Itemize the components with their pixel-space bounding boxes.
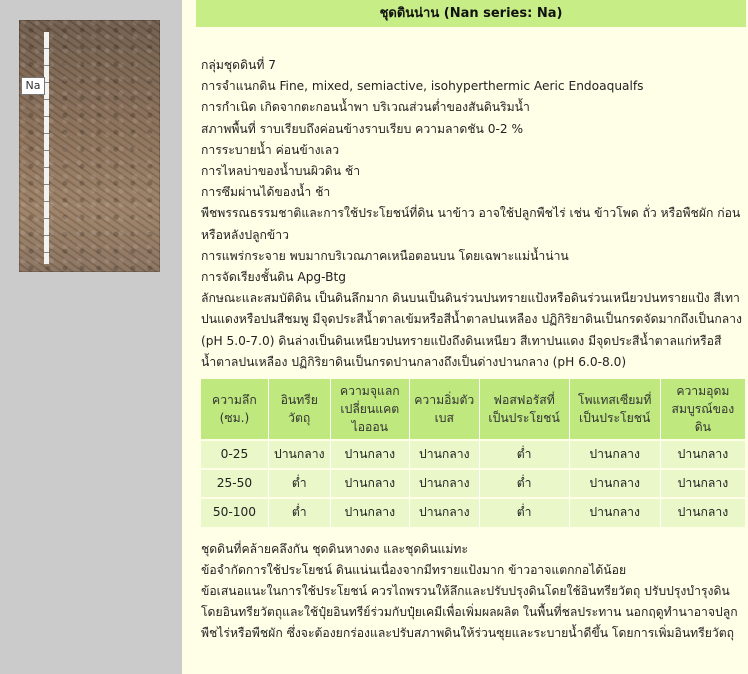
table-cell: ปานกลาง (409, 469, 479, 498)
column-header: ความอิ่มตัวเบส (409, 379, 479, 440)
text-line: ชุดดินที่คล้ายคลึงกัน ชุดดินหางดง และชุดดินแม่ทะ (201, 541, 469, 556)
text-line: การซึมผ่านได้ของน้ำ ช้า (201, 185, 331, 200)
column-header: ความอุดมสมบูรณ์ของดิน (660, 379, 745, 440)
table-cell: ปานกลาง (268, 440, 330, 469)
table-cell: ปานกลาง (330, 498, 409, 526)
table-cell: 25-50 (201, 469, 268, 498)
table-header-row (201, 379, 745, 440)
description (196, 27, 746, 645)
soil-profile-photo (19, 20, 160, 272)
measuring-stick (44, 32, 49, 264)
table-cell: ปานกลาง (660, 469, 745, 498)
table-cell: ต่ำ (479, 469, 569, 498)
text-line: ข้อจำกัดการใช้ประโยชน์ ดินแน่นเนื่องจากมีทรายแป้งมาก ข้าวอาจแตกกอได้น้อย (201, 562, 627, 577)
table-cell: ปานกลาง (660, 440, 745, 469)
table-row (201, 440, 745, 469)
main-content (196, 0, 746, 674)
notes (201, 539, 746, 645)
table-cell: ปานกลาง (569, 498, 660, 526)
table-cell: ปานกลาง (569, 469, 660, 498)
table-cell: ปานกลาง (330, 469, 409, 498)
table-row (201, 469, 745, 498)
text-line: การกำเนิด เกิดจากตะกอนน้ำพา บริเวณส่วนต่ำของสันดินริมน้ำ (201, 100, 530, 115)
column-header: อินทรียวัตถุ (268, 379, 330, 440)
soil-properties-table (201, 379, 745, 527)
text-line: สภาพพื้นที่ ราบเรียบถึงค่อนข้างราบเรียบ ความลาดชัน 0-2 % (201, 121, 524, 136)
text-line: การจัดเรียงชั้นดิน Apg-Btg (201, 270, 346, 285)
table-cell: ปานกลาง (660, 498, 745, 526)
column-header: ความลึก (ซม.) (201, 379, 268, 440)
text-line: การไหลบ่าของน้ำบนผิวดิน ช้า (201, 164, 361, 179)
table-cell: ต่ำ (268, 469, 330, 498)
table-cell: 0-25 (201, 440, 268, 469)
column-header: โพแทสเซียมที่เป็นประโยชน์ (569, 379, 660, 440)
text-line: ข้อเสนอแนะในการใช้ประโยชน์ ควรไถพรวนให้ลึกและปรับปรุงดินโดยใช้อินทรียวัตถุ ปรับปรุงบำรุงดินโดยอินทรียวัตถุและใช้ปุ๋ยอินทรีย์ร่วมกับปุ๋ยเคมีเพื่อเพิ่มผลผลิต ในพื้นที่ชลประทาน นอกฤดูทำนาอาจปลูกพืชไร่หรือพืชผัก ซึ่งจะต้องยกร่องและปรับสภาพดินให้ร่วนซุยและระบายน้ำดีขึ้น โดยการเพิ่มอินทรียวัตถุ (201, 584, 738, 641)
table-cell: ต่ำ (479, 440, 569, 469)
page-title: ชุดดินน่าน (Nan series: Na) (196, 0, 746, 27)
table-cell: ปานกลาง (330, 440, 409, 469)
table-cell: ปานกลาง (569, 440, 660, 469)
text-line: การระบายน้ำ ค่อนข้างเลว (201, 142, 340, 157)
sidebar (0, 0, 182, 674)
table-row (201, 498, 745, 526)
text-line: กลุ่มชุดดินที่ 7 (201, 58, 276, 72)
text-line: ลักษณะและสมบัติดิน เป็นดินลึกมาก ดินบนเป็นดินร่วนปนทรายแป้งหรือดินร่วนเหนียวปนทรายแป้ง สีเทาปนแดงหรือปนสีชมพู มีจุดประสีน้ำตาลเข้มหรือสีน้ำตาลปนเหลือง ปฏิกิริยาดินเป็นกรดจัดมากถึงเป็นกลาง (pH 5.0-7.0) ดินล่างเป็นดินเหนียวปนทรายแป้งถึงดินเหนียว สีเทาปนแดง มีจุดประสีน้ำตาลแก่หรือสีน้ำตาลปนเหลือง ปฏิกิริยาดินเป็นกรดปานกลางถึงเป็นด่างปานกลาง (pH 6.0-8.0) (201, 291, 742, 369)
text-line: การจำแนกดิน Fine, mixed, semiactive, isohyperthermic Aeric Endoaqualfs (201, 79, 644, 94)
soil-label-tag: Na (21, 77, 45, 95)
text-line: พืชพรรณธรรมชาติและการใช้ประโยชน์ที่ดิน นาข้าว อาจใช้ปลูกพืชไร่ เช่น ข้าวโพด ถั่ว หรือพืชผัก ก่อนหรือหลังปลูกข้าว (201, 206, 741, 242)
column-header: ความจุแลกเปลี่ยนแคตไอออน (330, 379, 409, 440)
table-cell: ปานกลาง (409, 440, 479, 469)
table-cell: ปานกลาง (409, 498, 479, 526)
text-line: การแพร่กระจาย พบมากบริเวณภาคเหนือตอนบน โดยเฉพาะแม่น้ำน่าน (201, 248, 569, 263)
table-cell: ต่ำ (268, 498, 330, 526)
table-cell: ต่ำ (479, 498, 569, 526)
table-cell: 50-100 (201, 498, 268, 526)
column-header: ฟอสฟอรัสที่เป็นประโยชน์ (479, 379, 569, 440)
